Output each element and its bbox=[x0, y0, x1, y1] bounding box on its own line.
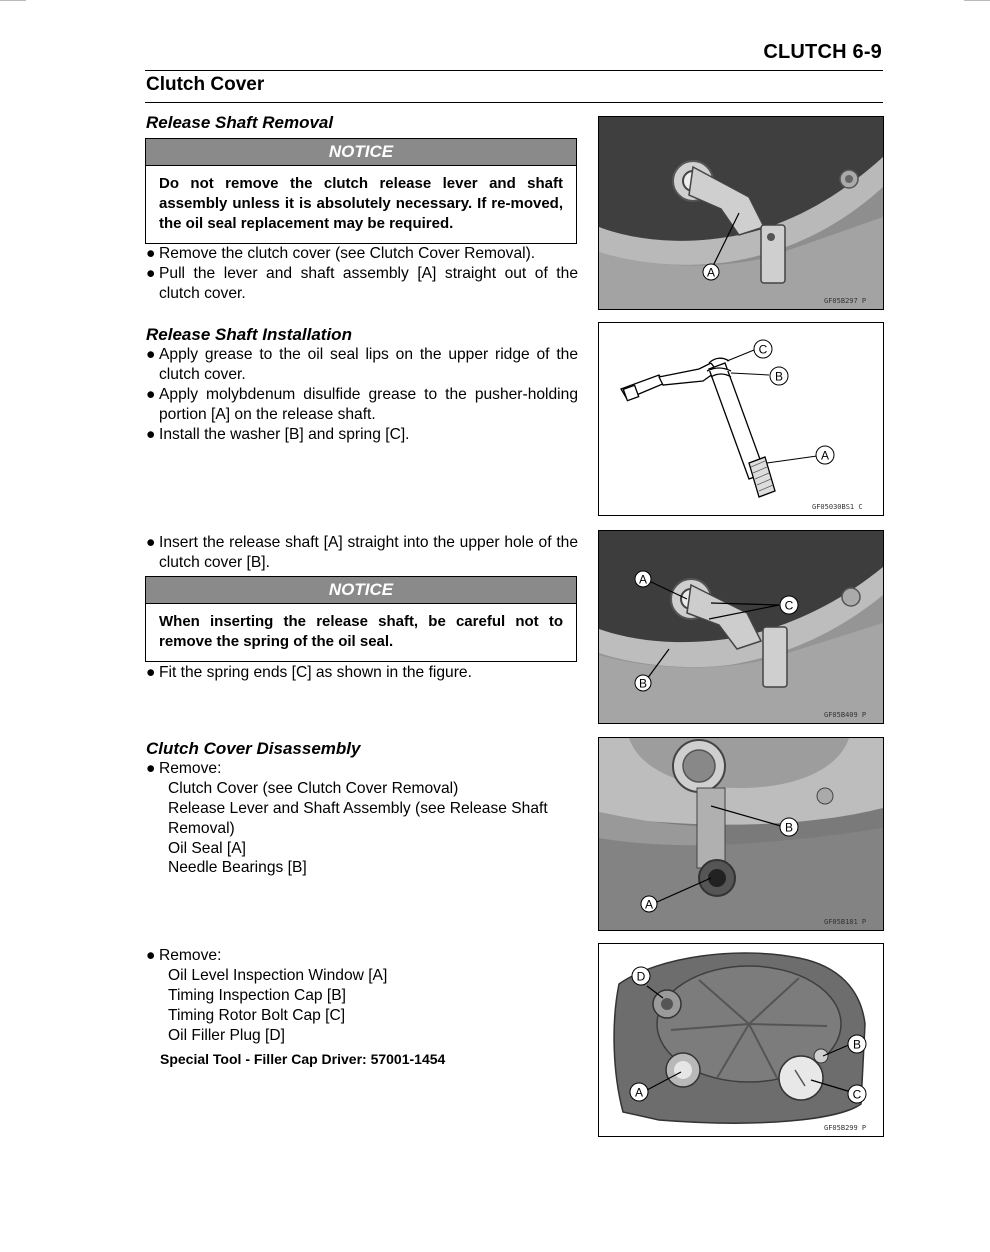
installation-notice bbox=[145, 576, 577, 662]
header-rule bbox=[145, 70, 883, 71]
notice-text: When inserting the release shaft, be careful not to remove the spring of the oil seal. bbox=[159, 613, 563, 650]
disassembly-title: Clutch Cover Disassembly bbox=[146, 739, 361, 758]
figure-callout bbox=[770, 367, 788, 385]
corner-mark-left bbox=[0, 0, 26, 1]
svg-text:B: B bbox=[784, 820, 794, 835]
svg-text:B: B bbox=[638, 676, 648, 691]
list-item: ● Fit the spring ends [C] as shown in the figure. bbox=[146, 664, 472, 681]
list-item: Oil Filler Plug [D] bbox=[168, 1027, 285, 1044]
svg-text:A: A bbox=[644, 897, 654, 912]
bullet-icon: ● bbox=[146, 426, 156, 443]
list-item: ● Apply molybdenum disulfide grease to the pusher-holding portion [A] on the release shaft. bbox=[146, 386, 578, 423]
svg-text:A: A bbox=[706, 265, 716, 280]
list-item: Oil Seal [A] bbox=[168, 840, 246, 857]
list-item: Needle Bearings [B] bbox=[168, 859, 307, 876]
bullet-icon: ● bbox=[146, 664, 156, 681]
notice-text: Do not remove the clutch release lever and shaft assembly unless it is absolutely necessary. If re-moved, the oil seal replacement may be required. bbox=[159, 175, 563, 232]
svg-text:C: C bbox=[758, 342, 768, 357]
list-item: Timing Inspection Cap [B] bbox=[168, 987, 346, 1004]
svg-text:D: D bbox=[636, 969, 646, 984]
special-tool-note: Special Tool - Filler Cap Driver: 57001-1454 bbox=[160, 1051, 446, 1067]
list-item: Release Lever and Shaft Assembly (see Release Shaft bbox=[168, 800, 548, 817]
notice-heading: NOTICE bbox=[146, 139, 576, 166]
list-item: ● Apply grease to the oil seal lips on the upper ridge of the clutch cover. bbox=[146, 346, 578, 383]
bullet-icon: ● bbox=[146, 947, 156, 964]
figure-release-shaft-removal bbox=[598, 116, 884, 310]
figure-callout bbox=[632, 967, 650, 985]
figure-callout bbox=[780, 818, 798, 836]
page-header-title: CLUTCH 6-9 bbox=[763, 41, 882, 63]
list-item: Removal) bbox=[168, 820, 235, 837]
figure-callout bbox=[816, 446, 834, 464]
corner-mark-right bbox=[964, 0, 990, 1]
list-item: Timing Rotor Bolt Cap [C] bbox=[168, 1007, 346, 1024]
list-item: ● Remove: bbox=[146, 947, 222, 964]
notice-heading: NOTICE bbox=[146, 577, 576, 604]
figure-callout bbox=[641, 896, 657, 912]
list-item: ● Insert the release shaft [A] straight into the upper hole of the clutch cover [B]. bbox=[146, 534, 578, 571]
figure-code: GF05B297 P bbox=[824, 297, 867, 305]
list-item: ● Remove the clutch cover (see Clutch Cover Removal). bbox=[146, 245, 536, 262]
figure-cover-disassembly bbox=[598, 737, 884, 931]
figure-code: GF05B181 P bbox=[824, 918, 867, 926]
figure-callout bbox=[635, 571, 651, 587]
figure-callout bbox=[848, 1085, 866, 1103]
svg-text:C: C bbox=[784, 598, 794, 613]
figure-code: GF05B409 P bbox=[824, 711, 867, 719]
bullet-icon: ● bbox=[146, 265, 156, 282]
installation-title: Release Shaft Installation bbox=[146, 325, 352, 344]
list-item: Oil Level Inspection Window [A] bbox=[168, 967, 388, 984]
figure-callout bbox=[754, 340, 772, 358]
bullet-icon: ● bbox=[146, 245, 156, 262]
bullet-icon: ● bbox=[146, 760, 156, 777]
list-item: ● Remove: bbox=[146, 760, 222, 777]
svg-text:A: A bbox=[638, 572, 648, 587]
figure-callout bbox=[780, 596, 798, 614]
figure-cover-caps bbox=[598, 943, 884, 1137]
list-item: ● Pull the lever and shaft assembly [A] straight out of the clutch cover. bbox=[146, 265, 578, 302]
svg-text:B: B bbox=[852, 1037, 862, 1052]
figure-shaft-insertion bbox=[598, 530, 884, 724]
figure-callout bbox=[630, 1083, 648, 1101]
svg-text:C: C bbox=[852, 1087, 862, 1102]
figure-release-shaft-installation bbox=[598, 322, 884, 516]
bullet-icon: ● bbox=[146, 534, 156, 551]
svg-text:B: B bbox=[774, 369, 784, 384]
figure-callout bbox=[635, 675, 651, 691]
svg-text:A: A bbox=[634, 1085, 644, 1100]
removal-notice bbox=[145, 138, 577, 244]
figure-code: GF05030BS1 C bbox=[812, 503, 863, 511]
figure-callout bbox=[848, 1035, 866, 1053]
section-rule bbox=[145, 102, 883, 103]
figure-callout bbox=[703, 264, 719, 280]
removal-title: Release Shaft Removal bbox=[146, 113, 334, 132]
bullet-icon: ● bbox=[146, 386, 156, 403]
figure-code: GF05B299 P bbox=[824, 1124, 867, 1132]
list-item: ● Install the washer [B] and spring [C]. bbox=[146, 426, 410, 443]
section-title: Clutch Cover bbox=[146, 74, 265, 95]
bullet-icon: ● bbox=[146, 346, 156, 363]
list-item: Clutch Cover (see Clutch Cover Removal) bbox=[168, 780, 459, 797]
svg-text:A: A bbox=[820, 448, 830, 463]
